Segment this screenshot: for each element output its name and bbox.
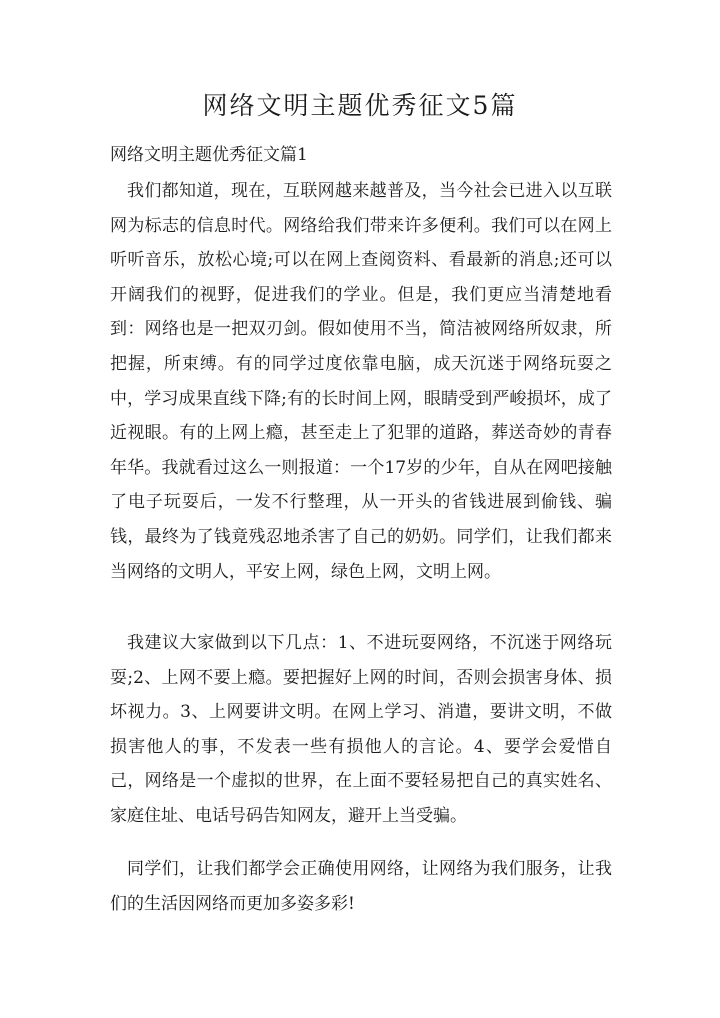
- paragraph-1: 我们都知道，现在，互联网越来越普及，当今社会已进入以互联网为标志的信息时代。网络给我们带来许多便利。我们可以在网上听听音乐，放松心境;可以在网上查阅资料、看最新的消息;还可以开阔我们的视野，促进我们的学业。但是，我们更应当清楚地看到：网络也是一把双刃剑。假如使用不当，简洁被网络所奴隶，所把握，所束缚。有的同学过度依靠电脑，成天沉迷于网络玩耍之中，学习成果直线下降;有的长时间上网，眼睛受到严峻损坏，成了近视眼。有的上网上瘾，甚至走上了犯罪的道路，葬送奇妙的青春年华。我就看过这么一则报道：一个17岁的少年，自从在网吧接触了电子玩耍后，一发不行整理，从一开头的省钱进展到偷钱、骗钱，最终为了钱竟残忍地杀害了自己的奶奶。同学们，让我们都来当网络的文明人，平安上网，绿色上网，文明上网。: [110, 181, 612, 582]
- paragraph-3: 同学们，让我们都学会正确使用网络，让网络为我们服务，让我们的生活因网络而更加多姿多彩!: [110, 859, 612, 914]
- document-title: 网络文明主题优秀征文5篇: [202, 91, 518, 120]
- essay-heading: 网络文明主题优秀征文篇1: [110, 145, 308, 165]
- paragraph-2: 我建议大家做到以下几点：1、不进玩耍网络，不沉迷于网络玩耍;2、上网不要上瘾。要把握好上网的时间，否则会损害身体、损坏视力。3、上网要讲文明。在网上学习、消遣，要讲文明，不做损害他人的事，不发表一些有损他人的言论。4、要学会爱惜自己，网络是一个虚拟的世界，在上面不要轻易把自己的真实姓名、家庭住址、电话号码告知网友，避开上当受骗。: [110, 633, 612, 826]
